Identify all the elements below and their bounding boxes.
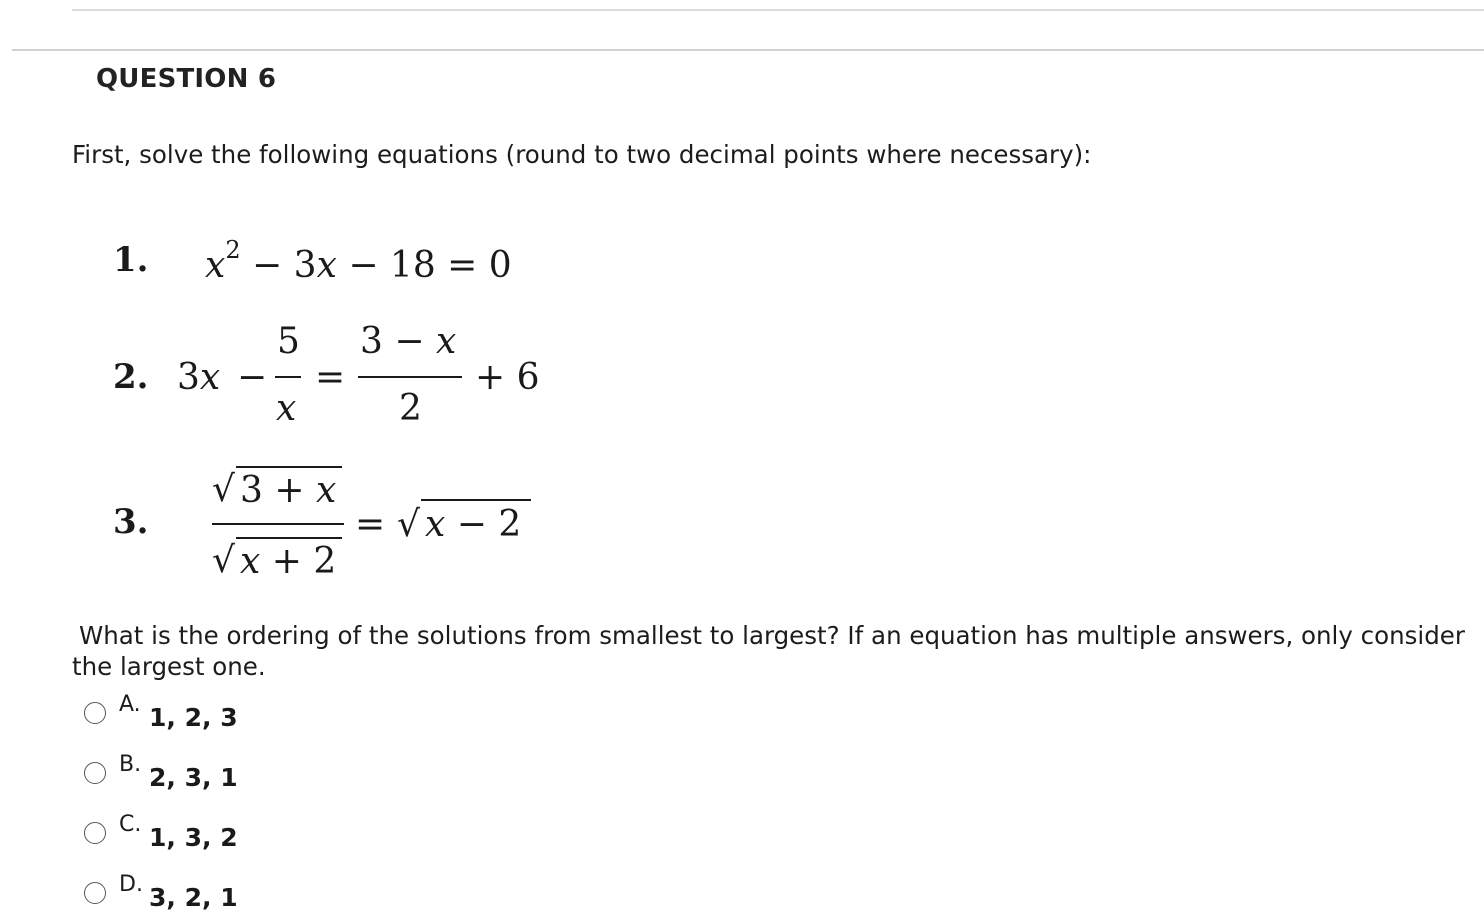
eq2-frac2-num-a: 3 −: [360, 321, 436, 362]
question-divider: [12, 49, 1484, 51]
option-c-value: 1, 3, 2: [149, 823, 238, 852]
option-a-value: 1, 2, 3: [149, 703, 238, 732]
eq3-num-a: 3 +: [240, 470, 316, 511]
eq3-frac-bar: [212, 523, 344, 525]
eq3-rhs-a: x: [425, 504, 446, 545]
eq3-num-vinculum: [236, 466, 342, 468]
equation-3-number: 3.: [113, 502, 149, 542]
question-instruction: First, solve the following equations (round to two decimal points where necessary):: [72, 140, 1092, 169]
eq2-frac1-numerator: 5: [277, 321, 300, 362]
option-d[interactable]: [84, 872, 304, 922]
eq1-exponent: 2: [225, 236, 241, 264]
prompt-line-1: What is the ordering of the solutions from smallest to largest? If an equation has multiple answers, only consider: [79, 621, 1465, 650]
option-c-letter: C.: [119, 812, 142, 837]
eq2-coef: 3: [177, 357, 200, 398]
eq2-frac2-denominator: 2: [399, 388, 422, 429]
eq2-frac1-denominator: x: [276, 388, 297, 429]
option-a[interactable]: [84, 692, 304, 742]
eq3-rhs-radical: √: [397, 504, 420, 545]
top-divider: [72, 9, 1484, 11]
eq3-num-radical: √: [212, 469, 235, 510]
eq3-rhs: [425, 504, 522, 545]
eq2-minus: −: [237, 357, 268, 398]
option-a-letter: A.: [119, 692, 141, 717]
option-c[interactable]: [84, 812, 304, 862]
eq3-equals: =: [355, 504, 386, 545]
option-c-radio[interactable]: [84, 822, 106, 844]
eq3-rhs-b: − 2: [445, 504, 522, 545]
option-b-letter: B.: [119, 752, 142, 777]
option-a-radio[interactable]: [84, 702, 106, 724]
option-b-value: 2, 3, 1: [149, 763, 238, 792]
eq3-denominator: [240, 541, 337, 582]
option-d-letter: D.: [119, 872, 143, 897]
eq1-rhs: − 18 = 0: [336, 245, 512, 286]
eq2-coef-term: [177, 357, 221, 398]
option-d-radio[interactable]: [84, 882, 106, 904]
option-b[interactable]: [84, 752, 304, 802]
eq3-numerator: [240, 470, 337, 511]
eq3-num-b: x: [315, 470, 337, 511]
eq2-frac2-bar: [358, 376, 462, 378]
eq3-den-vinculum: [236, 537, 342, 539]
eq3-rhs-vinculum: [421, 499, 531, 501]
eq2-var: x: [199, 357, 221, 398]
equation-2-number: 2.: [113, 357, 149, 397]
eq2-frac2-numerator: [360, 321, 457, 362]
eq3-den-a: x: [240, 541, 261, 582]
eq2-plus-term: + 6: [475, 357, 540, 398]
eq2-frac1-bar: [275, 376, 301, 378]
prompt-line-2: the largest one.: [72, 652, 266, 681]
eq3-den-radical: √: [212, 540, 235, 581]
eq2-equals: =: [315, 357, 346, 398]
option-d-value: 3, 2, 1: [149, 883, 238, 912]
equation-1-number: 1.: [113, 240, 149, 280]
eq3-den-b: + 2: [260, 541, 337, 582]
question-title: QUESTION 6: [96, 64, 277, 94]
equation-1-expression: [205, 236, 512, 286]
eq2-frac2-num-b: x: [435, 321, 457, 362]
eq1-x2: x: [316, 245, 337, 286]
eq1-term: − 3: [240, 245, 317, 286]
question-prompt: [72, 620, 1467, 682]
eq1-x: x: [205, 245, 226, 286]
option-b-radio[interactable]: [84, 762, 106, 784]
